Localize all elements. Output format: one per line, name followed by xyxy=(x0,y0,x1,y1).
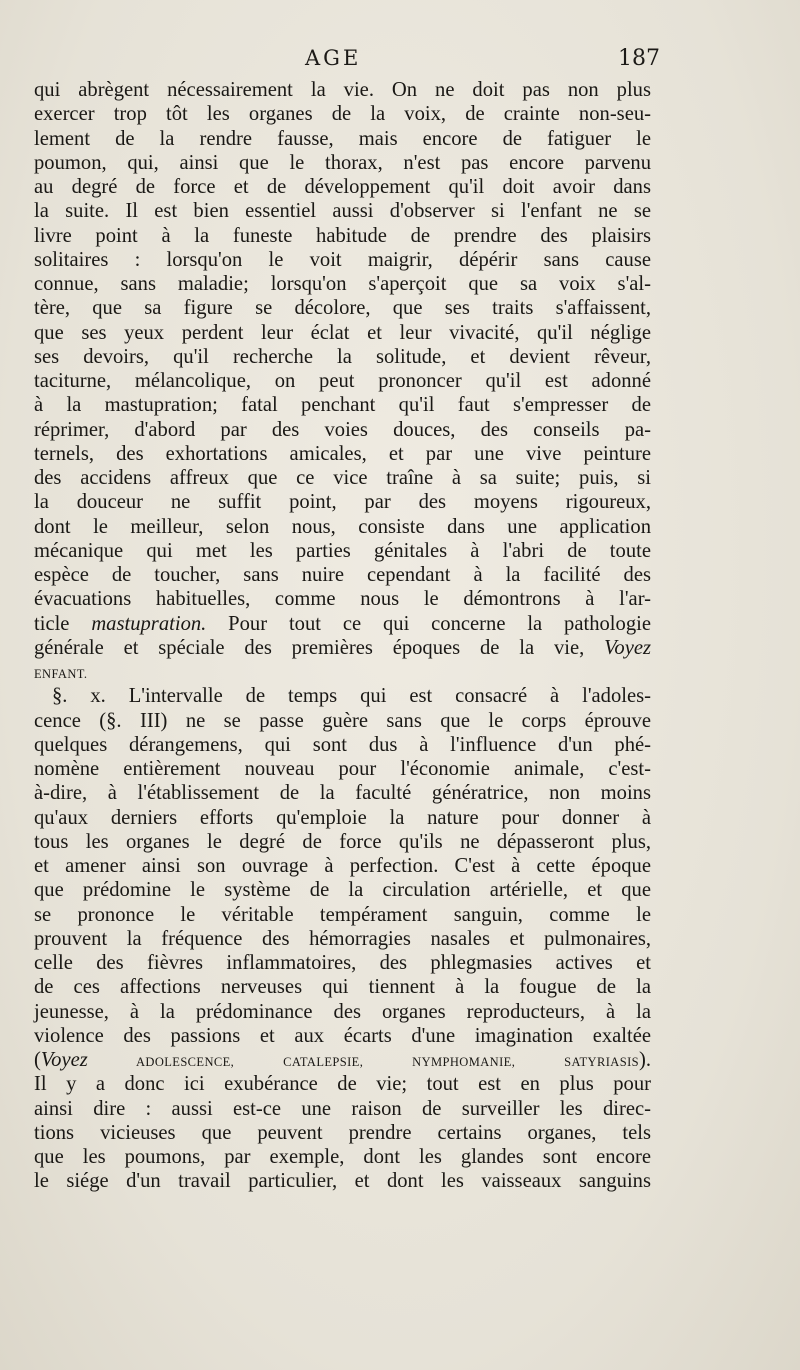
text-line xyxy=(34,636,651,660)
text-line: livre point à la funeste habitude de prendre des plaisirs xyxy=(34,224,651,247)
line-text: Pour tout ce qui concerne la pathologie xyxy=(206,612,651,635)
text-line: mécanique qui met les parties génitales à l'abri de toute xyxy=(34,539,651,562)
running-head xyxy=(30,46,660,78)
text-line: ses devoirs, qu'il recherche la solitude, et devient rêveur, xyxy=(34,345,651,368)
text-line: réprimer, d'abord par des voies douces, des conseils pa- xyxy=(34,418,651,441)
text-line: que les poumons, par exemple, dont les glandes sont encore xyxy=(34,1146,651,1168)
text-line: jeunesse, à la prédominance des organes reproducteurs, à la xyxy=(34,1000,651,1023)
text-line: taciturne, mélancolique, on peut prononcer qu'il est adonné xyxy=(34,370,651,392)
text-line xyxy=(34,1048,651,1072)
text-line: cence (§. III) ne se passe guère sans que le corps éprouve xyxy=(34,709,651,732)
text-line: Il y a donc ici exubérance de vie; tout est en plus pour xyxy=(34,1073,651,1096)
text-line: quelques dérangemens, qui sont dus à l'influence d'un phé- xyxy=(34,733,651,756)
text-line: à-dire, à l'établissement de la faculté génératrice, non moins xyxy=(34,782,651,805)
section-opening-line: §. x. L'intervalle de temps qui est consacré à l'adoles- xyxy=(52,685,651,708)
text-line: nomène entièrement nouveau pour l'économie animale, c'est- xyxy=(34,758,651,780)
text-line: celle des fièvres inflammatoires, des phlegmasies actives et xyxy=(34,952,651,974)
cross-reference: ADOLESCENCE, CATALEPSIE, NYMPHOMANIE, SATYRIASIS xyxy=(87,1055,639,1069)
text-line: espèce de toucher, sans nuire cependant à la facilité des xyxy=(34,564,651,586)
text-line: de ces affections nerveuses qui tiennent à la fougue de la xyxy=(34,976,651,999)
text-line xyxy=(34,660,651,684)
line-text: ). xyxy=(638,1049,651,1071)
italic-term: Voyez xyxy=(40,1049,88,1071)
text-line: ternels, des exhortations amicales, et par une vive peinture xyxy=(34,442,651,465)
text-line: tous les organes le degré de force qu'ils ne dépasseront plus, xyxy=(34,830,651,853)
text-line: tions vicieuses que peuvent prendre certains organes, tels xyxy=(34,1121,651,1144)
text-line: ainsi dire : aussi est-ce une raison de surveiller les direc- xyxy=(34,1097,651,1120)
text-line: des accidens affreux que ce vice traîne à sa suite; puis, si xyxy=(34,467,651,489)
text-line: violence des passions et aux écarts d'une imagination exaltée xyxy=(34,1024,651,1047)
italic-term: Voyez xyxy=(604,636,651,659)
text-line: à la mastupration; fatal penchant qu'il faut s'empresser de xyxy=(34,394,651,417)
text-line: lement de la rendre fausse, mais encore de fatiguer le xyxy=(34,127,651,150)
page-number: 187 xyxy=(618,46,660,71)
text-line: solitaires : lorsqu'on le voit maigrir, dépérir sans cause xyxy=(34,248,651,271)
text-line: prouvent la fréquence des hémorragies nasales et pulmonaires, xyxy=(34,927,651,950)
cross-reference: ENFANT. xyxy=(34,667,88,681)
text-line: se prononce le véritable tempérament sanguin, comme le xyxy=(34,903,651,926)
text-line: qui abrègent nécessairement la vie. On ne doit pas non plus xyxy=(34,79,651,101)
text-line: et amener ainsi son ouvrage à perfection. C'est à cette époque xyxy=(34,855,651,877)
text-line: tère, que sa figure se décolore, que ses traits s'affaissent, xyxy=(34,297,651,320)
line-text: générale et spéciale des premières époques de la vie, xyxy=(34,636,605,659)
line-text: ( xyxy=(34,1049,41,1071)
line-text: ticle xyxy=(34,612,92,635)
text-line: que ses yeux perdent leur éclat et leur vivacité, qu'il néglige xyxy=(34,321,651,344)
text-line: poumon, qui, ainsi que le thorax, n'est pas encore parvenu xyxy=(34,151,651,174)
text-line: connue, sans maladie; lorsqu'on s'aperçoit que sa voix s'al- xyxy=(34,273,651,295)
text-line: que prédomine le système de la circulation artérielle, et que xyxy=(34,879,651,902)
text-line: la douceur ne suffit point, par des moyens rigoureux, xyxy=(34,491,651,514)
italic-term: mastupration. xyxy=(91,612,207,635)
text-line: la suite. Il est bien essentiel aussi d'observer si l'enfant ne se xyxy=(34,200,651,223)
text-line: évacuations habituelles, comme nous le démontrons à l'ar- xyxy=(34,588,651,611)
running-title: AGE xyxy=(305,46,362,70)
text-line: dont le meilleur, selon nous, consiste dans une application xyxy=(34,515,651,538)
body-text xyxy=(34,78,651,1194)
text-line: exercer trop tôt les organes de la voix, de crainte non-seu- xyxy=(34,103,651,126)
text-line: le siége d'un travail particulier, et dont les vaisseaux sanguins xyxy=(34,1170,651,1193)
text-line: qu'aux derniers efforts qu'emploie la nature pour donner à xyxy=(34,806,651,829)
text-line xyxy=(34,612,651,636)
text-line: au degré de force et de développement qu'il doit avoir dans xyxy=(34,176,651,198)
